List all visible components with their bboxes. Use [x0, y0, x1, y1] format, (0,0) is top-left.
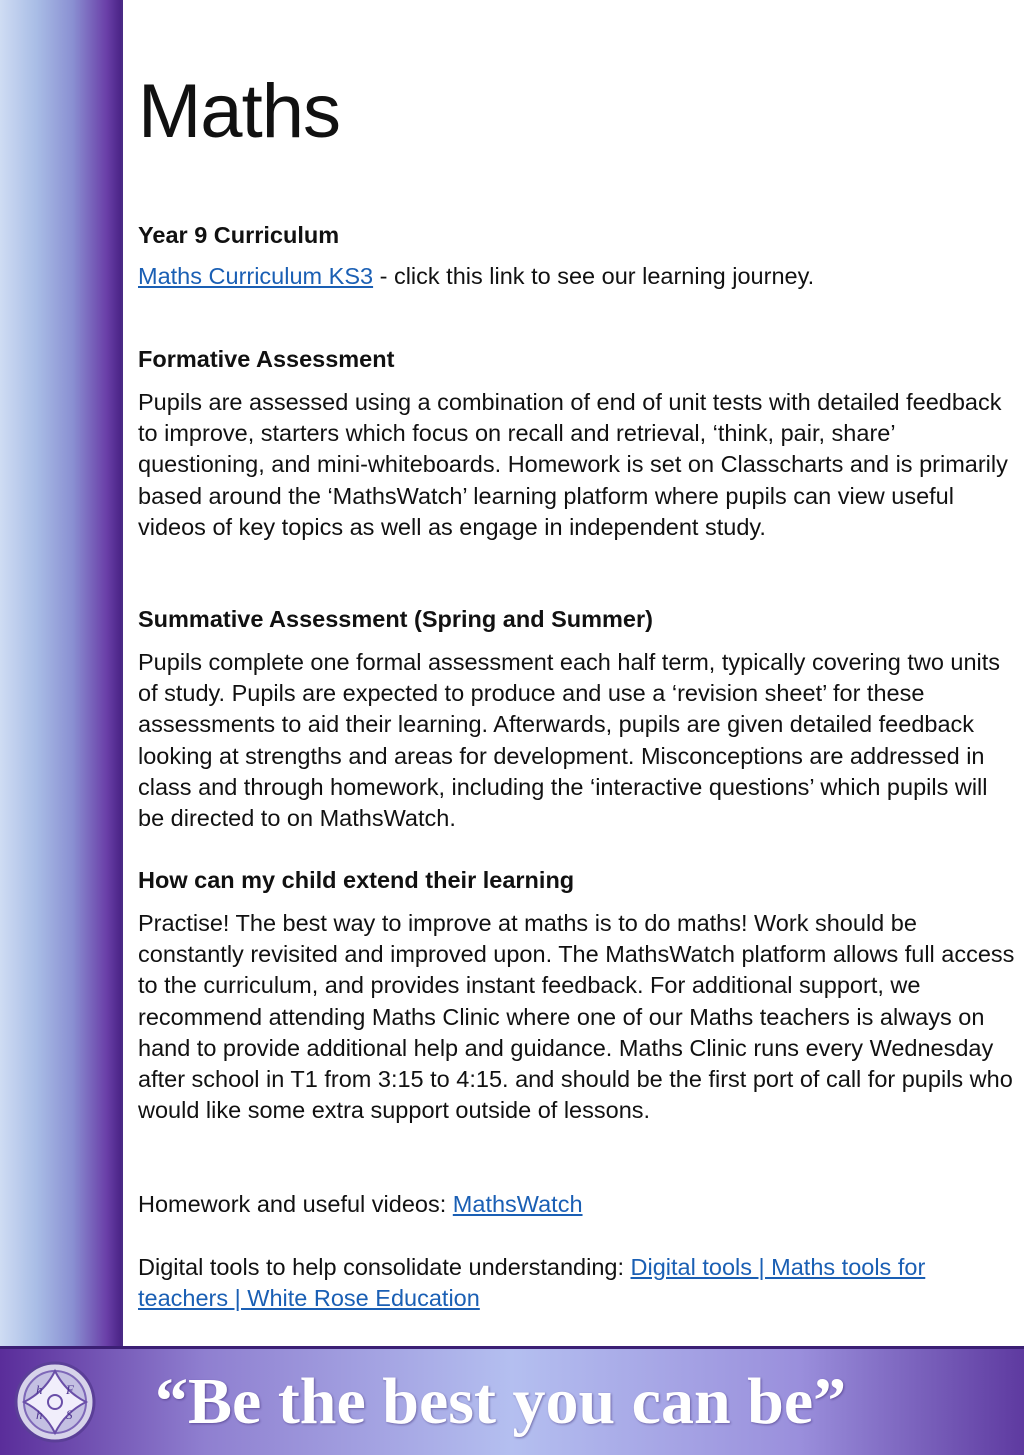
summative-body: Pupils complete one formal assessment each half term, typically covering two units of study. Pupils are expected to produce and use a ‘revision sheet’ for these assessments to aid their learning. Afterwards, pupils are given detailed feedback looking at strengths and areas for development. Misconceptions are addressed in class and through homework, including the ‘interactive questions’ which pupils will be directed to on MathsWatch. [138, 649, 1001, 832]
digital-tools-label: Digital tools to help consolidate understanding: [138, 1254, 631, 1280]
page-title: Maths [138, 69, 340, 154]
extend-body: Practise! The best way to improve at maths is to do maths! Work should be constantly revisited and improved upon. The MathsWatch platform allows full access to the curriculum, and provides instant feedback. For additional support, we recommend attending Maths Clinic where one of our Maths teachers is always on hand to provide additional help and guidance. Maths Clinic runs every Wednesday after school in T1 from 3:15 to 4:15. and should be the first port of call for pupils who would like some extra support outside of lessons. [138, 910, 1015, 1124]
maths-curriculum-link[interactable]: Maths Curriculum KS3 [138, 263, 374, 289]
curriculum-link-description: - click this link to see our learning journey. [373, 263, 815, 289]
crest-letter: S [66, 1407, 73, 1422]
crest-letter: h [36, 1382, 43, 1397]
homework-label: Homework and useful videos: [138, 1191, 453, 1217]
curriculum-heading: Year 9 Curriculum [138, 222, 340, 248]
school-motto: “Be the best you can be” [155, 1365, 847, 1438]
crest-letter: F [66, 1382, 74, 1397]
footer-banner [0, 1346, 1024, 1455]
formative-heading: Formative Assessment [138, 346, 395, 372]
curriculum-line [138, 261, 1018, 292]
crest-letter: h [36, 1407, 43, 1422]
white-rose-link[interactable]: Digital tools | Maths tools for teachers | White Rose Education [138, 1254, 926, 1312]
formative-body: Pupils are assessed using a combination of end of unit tests with detailed feedback to improve, starters which focus on recall and retrieval, ‘think, pair, share’ questioning, and mini-whiteboards. Homework is set on Classcharts and is primarily based around the ‘MathsWatch’ learning platform where pupils can view useful videos of key topics as well as engage in independent study. [138, 389, 1008, 540]
summative-heading: Summative Assessment (Spring and Summer) [138, 606, 653, 632]
decorative-side-bar [0, 0, 123, 1346]
mathswatch-link[interactable]: MathsWatch [452, 1191, 583, 1217]
digital-tools-line [138, 1252, 1018, 1314]
school-crest-logo [14, 1361, 96, 1443]
extend-heading: How can my child extend their learning [138, 867, 575, 893]
homework-line [138, 1189, 1018, 1220]
